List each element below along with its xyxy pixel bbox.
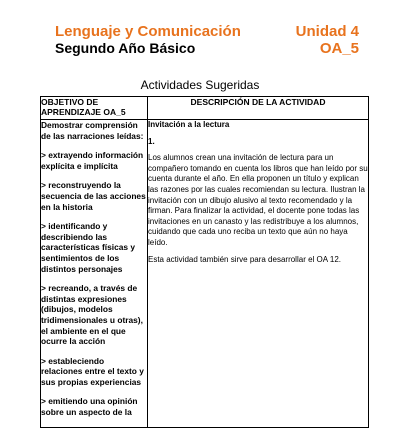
objective-item: > reconstruyendo la secuencia de las acciones en la historia: [41, 180, 146, 212]
section-title: Actividades Sugeridas: [140, 78, 260, 92]
oa-label: OA_5: [319, 40, 359, 57]
table-row: [41, 120, 369, 428]
objective-column-header: OBJETIVO DE APRENDIZAJE OA_5: [41, 97, 148, 120]
objective-item: > identificando y describiendo las características físicas y sentimientos de los distintos personajes: [41, 221, 136, 274]
activity-number: 1.: [148, 136, 155, 146]
grade-title: Segundo Año Básico: [55, 40, 196, 56]
objective-item: > estableciendo relaciones entre el texto y sus propias experiencias: [41, 355, 144, 387]
activities-table: [40, 96, 369, 428]
description-cell: [148, 120, 369, 428]
subject-title: Lenguaje y Comunicación: [55, 23, 241, 40]
document-header-left: [55, 23, 241, 57]
activity-description: Los alumnos crean una invitación de lectura para un compañero tomando en cuenta los libros que han leído por su cuenta durante el año. En ella proponen un título y explican las razones por las cuales recomiendan su lectura. Ilustran la invitación con un dibujo alusivo al texto recomendado y la firman. Para finalizar la actividad, el docente pone todas las invitaciones en un canasto y las redistribuye a los alumnos, cuidando que cada uno reciba un texto que aún no haya leído.: [148, 153, 368, 247]
table-header-row: [41, 97, 369, 120]
objective-intro: Demostrar comprensión de las narraciones leídas:: [41, 120, 144, 141]
objective-item: > recreando, a través de distintas expresiones (dibujos, modelos tridimensionales u otras), el ambiente en el que ocurre la acción: [41, 283, 143, 347]
objective-item: > extrayendo información explícita e implícita: [41, 150, 144, 171]
unit-label: Unidad 4: [295, 23, 359, 40]
objective-item: > emitiendo una opinión sobre un aspecto de la: [41, 396, 138, 418]
description-column-header: DESCRIPCIÓN DE LA ACTIVIDAD: [148, 97, 369, 120]
activity-note: Esta actividad también sirve para desarrollar el OA 12.: [148, 254, 341, 264]
objective-cell: [41, 120, 148, 428]
activity-title: Invitación a la lectura: [148, 120, 230, 129]
document-header-right: [296, 23, 359, 57]
